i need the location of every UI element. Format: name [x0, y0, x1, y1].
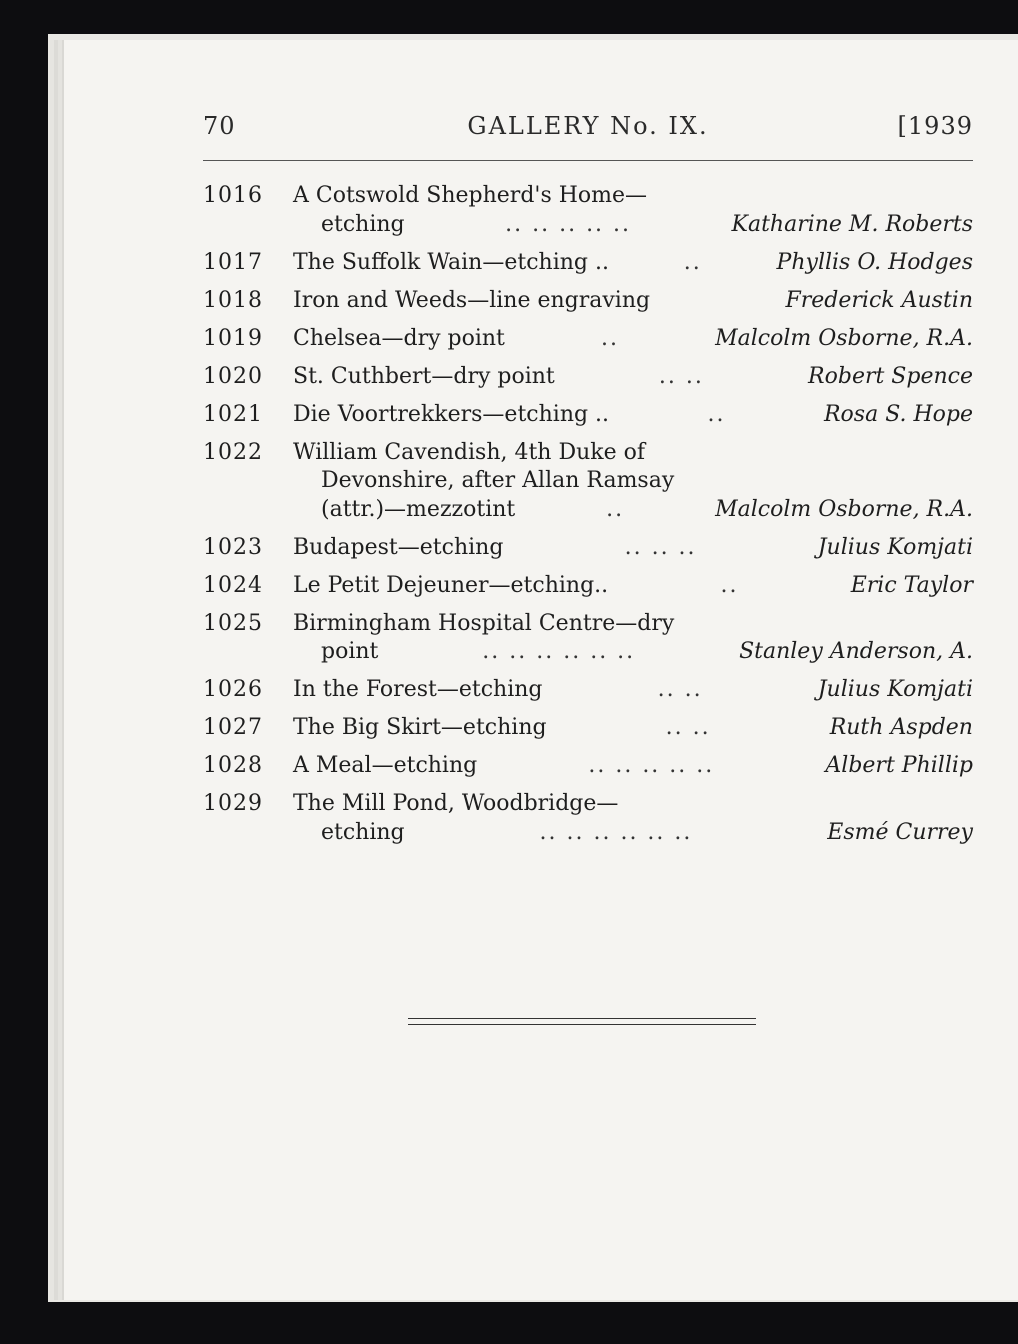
catalogue-entry [203, 401, 973, 430]
entry-artist: Phyllis O. Hodges [776, 249, 973, 275]
entry-number: 1018 [203, 287, 263, 313]
catalogue-entry [203, 714, 973, 743]
catalogue-year: [1939 [897, 112, 973, 140]
entry-number: 1026 [203, 677, 263, 702]
entry-artist: Robert Spence [808, 363, 973, 389]
entry-title: Chelsea—dry point [293, 325, 505, 351]
entry-title: Iron and Weeds—line engraving [293, 287, 651, 313]
entry-artist: Julius Komjati [817, 534, 973, 560]
leader-dots: .. .. .. .. .. .. [482, 639, 636, 664]
leader-dots: .. .. .. .. .. [505, 211, 632, 237]
leader-dots: .. .. .. .. .. [588, 753, 715, 778]
catalogue-entry [203, 182, 973, 239]
catalogue-entry [203, 752, 973, 781]
page-title: GALLERY No. IX. [467, 112, 709, 140]
entry-number: 1029 [203, 791, 263, 816]
entry-number: 1027 [203, 715, 263, 740]
entry-number: 1025 [203, 610, 263, 636]
catalogue-entry [203, 325, 973, 354]
leader-dots: .. [606, 496, 625, 522]
catalogue-entry [203, 439, 973, 525]
entry-artist: Malcolm Osborne, R.A. [715, 496, 973, 522]
entry-title: Die Voortrekkers—etching .. [293, 401, 610, 427]
entry-title: Birmingham Hospital Centre—dry [293, 610, 675, 636]
entry-number: 1016 [203, 183, 263, 208]
catalogue-entry [203, 287, 973, 316]
entry-artist: Albert Phillip [825, 753, 973, 778]
catalogue-entry [203, 610, 973, 667]
catalogue-entry [203, 363, 973, 392]
entry-title: St. Cuthbert—dry point [293, 363, 555, 389]
leader-dots: .. .. .. .. .. .. [539, 819, 693, 845]
catalogue-entry [203, 790, 973, 847]
entry-artist: Rosa S. Hope [823, 401, 973, 427]
entry-title: A Meal—etching [293, 753, 478, 778]
entry-artist: Malcolm Osborne, R.A. [715, 325, 973, 351]
entry-title-continued: etching [321, 819, 405, 845]
catalogue-entry [203, 572, 973, 601]
entry-artist: Eric Taylor [850, 572, 973, 598]
entry-number: 1020 [203, 363, 263, 389]
entry-artist: Katharine M. Roberts [731, 211, 973, 237]
entry-title: William Cavendish, 4th Duke of [293, 439, 646, 465]
entry-artist: Esmé Currey [827, 819, 973, 845]
header-rule [203, 160, 973, 161]
entry-list [203, 182, 973, 857]
entry-number: 1023 [203, 534, 263, 560]
entry-number: 1022 [203, 439, 263, 465]
leader-dots: .. [707, 401, 726, 427]
entry-title: The Mill Pond, Woodbridge— [293, 791, 619, 816]
leader-dots: .. [600, 325, 619, 351]
entry-title: In the Forest—etching [293, 677, 543, 702]
entry-number: 1024 [203, 572, 263, 598]
end-rule [408, 1018, 756, 1025]
entry-number: 1017 [203, 249, 263, 275]
leader-dots: .. .. [665, 715, 711, 740]
entry-title-continued: point [321, 639, 379, 664]
leader-dots: .. [720, 572, 739, 598]
leader-dots: .. .. [658, 363, 704, 389]
entry-artist: Stanley Anderson, A. [739, 639, 973, 664]
entry-title: The Big Skirt—etching [293, 715, 547, 740]
entry-title: A Cotswold Shepherd's Home— [293, 183, 648, 208]
entry-artist: Ruth Aspden [829, 715, 973, 740]
entry-number: 1021 [203, 401, 263, 427]
entry-artist: Frederick Austin [785, 287, 973, 313]
entry-title-continued: Devonshire, after Allan Ramsay [321, 468, 675, 493]
entry-title: The Suffolk Wain—etching .. [293, 249, 609, 275]
catalogue-entry [203, 676, 973, 705]
entry-title: Le Petit Dejeuner—etching.. [293, 572, 609, 598]
page-header [203, 112, 973, 152]
catalogue-entry [203, 534, 973, 563]
entry-title: Budapest—etching [293, 534, 504, 560]
catalogue-entry [203, 249, 973, 278]
entry-number: 1019 [203, 325, 263, 351]
entry-artist: Julius Komjati [817, 677, 973, 702]
entry-title-continued: (attr.)—mezzotint [321, 496, 516, 522]
entry-number: 1028 [203, 753, 263, 778]
page-number: 70 [203, 112, 236, 140]
leader-dots: .. .. [657, 677, 703, 702]
entry-title-continued: etching [321, 211, 405, 237]
leader-dots: .. .. .. [624, 534, 697, 560]
leader-dots: .. [683, 249, 702, 275]
